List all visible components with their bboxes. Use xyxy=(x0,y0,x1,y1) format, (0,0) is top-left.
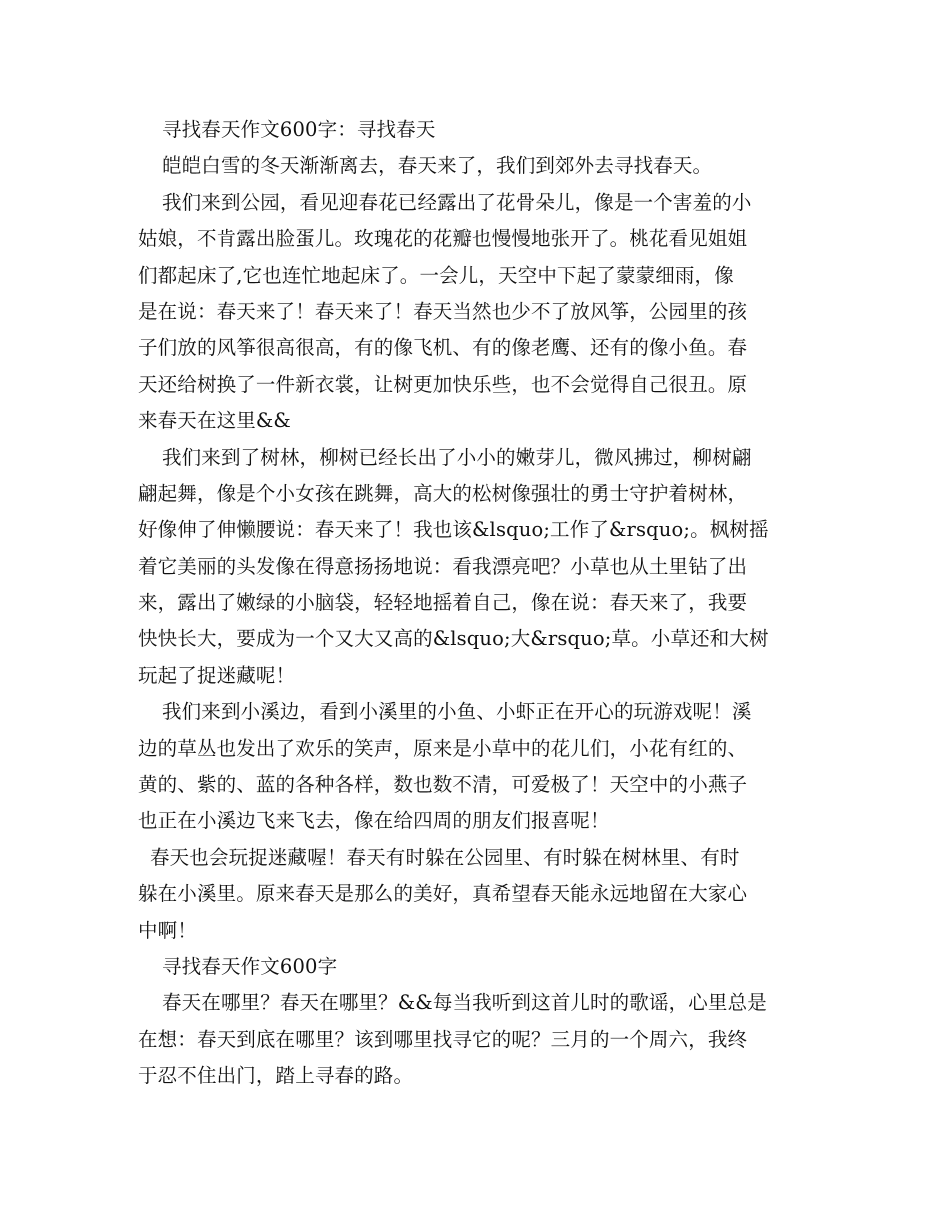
paragraph-line: 快快长大，要成为一个又大又高的&lsquo;大&rsquo;草。小草还和大树 xyxy=(138,627,769,651)
paragraph-line: 也正在小溪边飞来飞去，像在给四周的朋友们报喜呢！ xyxy=(138,809,610,833)
paragraph-line: 姑娘，不肯露出脸蛋儿。玫瑰花的花瓣也慢慢地张开了。桃花看见姐姐 xyxy=(138,227,748,251)
paragraph-line: 们都起床了,它也连忙地起床了。一会儿，天空中下起了蒙蒙细雨，像 xyxy=(138,263,734,287)
paragraph-line: 我们来到公园，看见迎春花已经露出了花骨朵儿，像是一个害羞的小 xyxy=(162,190,752,214)
paragraph-line: 玩起了捉迷藏呢！ xyxy=(138,663,296,687)
paragraph-line: 来，露出了嫩绿的小脑袋，轻轻地摇着自己，像在说：春天来了，我要 xyxy=(138,591,748,615)
paragraph-line: 春天也会玩捉迷藏喔！春天有时躲在公园里、有时躲在树林里、有时 xyxy=(150,845,740,869)
document-body xyxy=(138,112,813,1095)
paragraph-line: 好像伸了伸懒腰说：春天来了！我也该&lsquo;工作了&rsquo;。枫树摇 xyxy=(138,518,769,542)
paragraph-line: 我们来到了树林，柳树已经长出了小小的嫩芽儿，微风拂过，柳树翩 xyxy=(162,445,752,469)
paragraph-line: 于忍不住出门，踏上寻春的路。 xyxy=(138,1064,414,1088)
paragraph-line: 来春天在这里&& xyxy=(138,409,291,433)
paragraph-line: 皑皑白雪的冬天渐渐离去，春天来了，我们到郊外去寻找春天。 xyxy=(162,154,713,178)
paragraph-line: 躲在小溪里。原来春天是那么的美好，真希望春天能永远地留在大家心 xyxy=(138,882,748,906)
essay-title: 寻找春天作文600字 xyxy=(162,954,338,978)
paragraph-line: 是在说：春天来了！春天来了！春天当然也少不了放风筝，公园里的孩 xyxy=(138,299,748,323)
paragraph-line: 我们来到小溪边，看到小溪里的小鱼、小虾正在开心的玩游戏呢！溪 xyxy=(162,700,752,724)
essay-title: 寻找春天作文600字：寻找春天 xyxy=(162,118,436,141)
paragraph-line: 天还给树换了一件新衣裳，让树更加快乐些，也不会觉得自己很丑。原 xyxy=(138,372,748,396)
paragraph-line: 着它美丽的头发像在得意扬扬地说：看我漂亮吧？小草也从土里钻了出 xyxy=(138,554,748,578)
paragraph-line: 春天在哪里？春天在哪里？&&每当我听到这首儿时的歌谣，心里总是 xyxy=(162,991,767,1015)
paragraph-line: 黄的、紫的、蓝的各种各样，数也数不清，可爱极了！天空中的小燕子 xyxy=(138,773,748,797)
paragraph-line: 在想：春天到底在哪里？该到哪里找寻它的呢？三月的一个周六，我终 xyxy=(138,1027,748,1051)
paragraph-line: 边的草丛也发出了欢乐的笑声，原来是小草中的花儿们，小花有红的、 xyxy=(138,736,748,760)
paragraph-line: 子们放的风筝很高很高，有的像飞机、有的像老鹰、还有的像小鱼。春 xyxy=(138,336,748,360)
paragraph-line: 翩起舞，像是个小女孩在跳舞，高大的松树像强壮的勇士守护着树林， xyxy=(138,481,748,505)
paragraph-line: 中啊！ xyxy=(138,918,197,942)
